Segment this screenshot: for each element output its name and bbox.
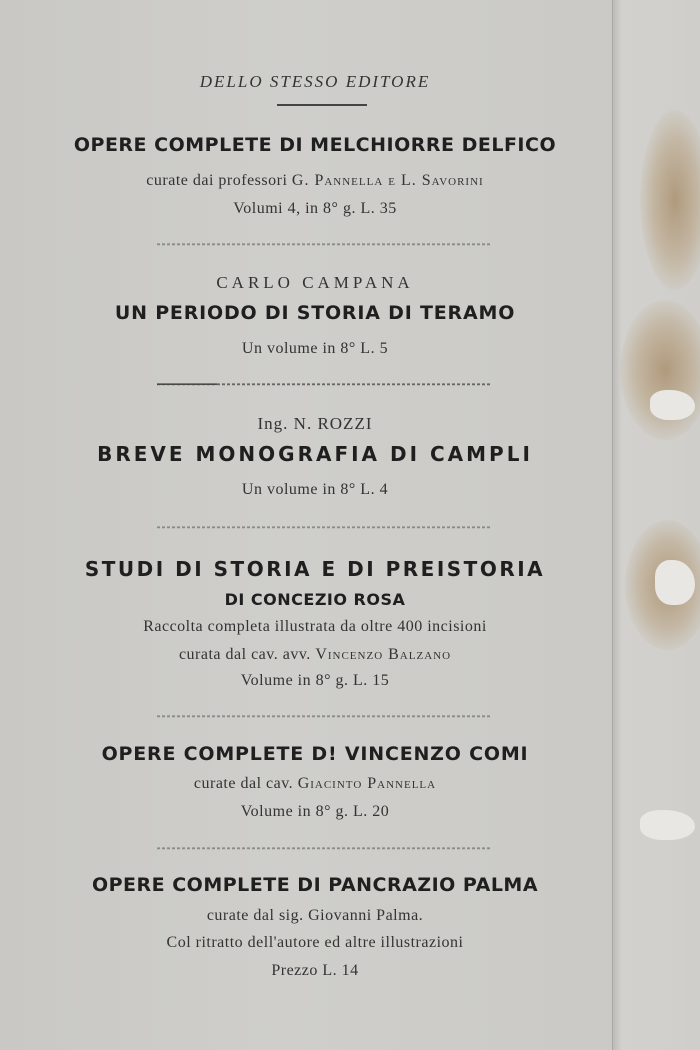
- book-details: Volume in 8° g. L. 20: [240, 803, 390, 820]
- book-title: OPERE COMPLETE DI MELCHIORRE DELFICO: [73, 134, 557, 156]
- section-divider: [157, 381, 492, 387]
- water-stain: [620, 300, 700, 440]
- section-divider: [157, 241, 492, 247]
- section-divider: [157, 713, 492, 719]
- book-title: STUDI DI STORIA E DI PREISTORIA: [84, 557, 546, 581]
- book-title: UN PERIODO DI STORIA DI TERAMO: [114, 302, 516, 324]
- curator-prefix: curate dai professori: [146, 172, 288, 189]
- book-title: BREVE MONOGRAFIA DI CAMPLI: [97, 442, 533, 466]
- book-details: Volumi 4, in 8° g. L. 35: [233, 200, 397, 217]
- section-divider: [157, 845, 492, 851]
- publisher-heading: DELLO STESSO EDITORE: [199, 72, 431, 91]
- book-curators: [20, 775, 610, 793]
- book-curators: [20, 172, 610, 190]
- curator-names: Vincenzo Balzano: [315, 646, 452, 663]
- book-description: Col ritratto dell'autore ed altre illustrazioni: [166, 934, 464, 951]
- book-details: Un volume in 8° L. 5: [241, 340, 389, 357]
- book-details: Prezzo L. 14: [271, 962, 359, 979]
- curator-prefix: curata dal cav. avv.: [178, 646, 311, 663]
- book-subtitle: DI CONCEZIO ROSA: [224, 590, 406, 609]
- curator-prefix: curate dal cav.: [193, 775, 294, 792]
- section-divider: [157, 524, 492, 530]
- book-details: Un volume in 8° L. 4: [241, 481, 389, 498]
- paper-damage: [655, 560, 695, 605]
- book-details: Volume in 8° g. L. 15: [240, 672, 390, 689]
- book-description: Raccolta completa illustrata da oltre 400 incisioni: [143, 618, 487, 635]
- paper-damage: [640, 810, 695, 840]
- book-title: OPERE COMPLETE DI PANCRAZIO PALMA: [91, 874, 539, 896]
- paper-damage: [650, 390, 695, 420]
- curator-names: Giacinto Pannella: [297, 775, 437, 792]
- book-curators: [20, 646, 610, 664]
- book-author: Ing. N. ROZZI: [257, 414, 373, 433]
- curator-names: G. Pannella e L. Savorini: [291, 172, 484, 189]
- book-author: CARLO CAMPANA: [216, 273, 414, 292]
- book-curators: curate dal sig. Giovanni Palma.: [206, 907, 424, 924]
- heading-rule: [277, 104, 367, 106]
- book-title: OPERE COMPLETE D! VINCENZO COMI: [101, 743, 529, 765]
